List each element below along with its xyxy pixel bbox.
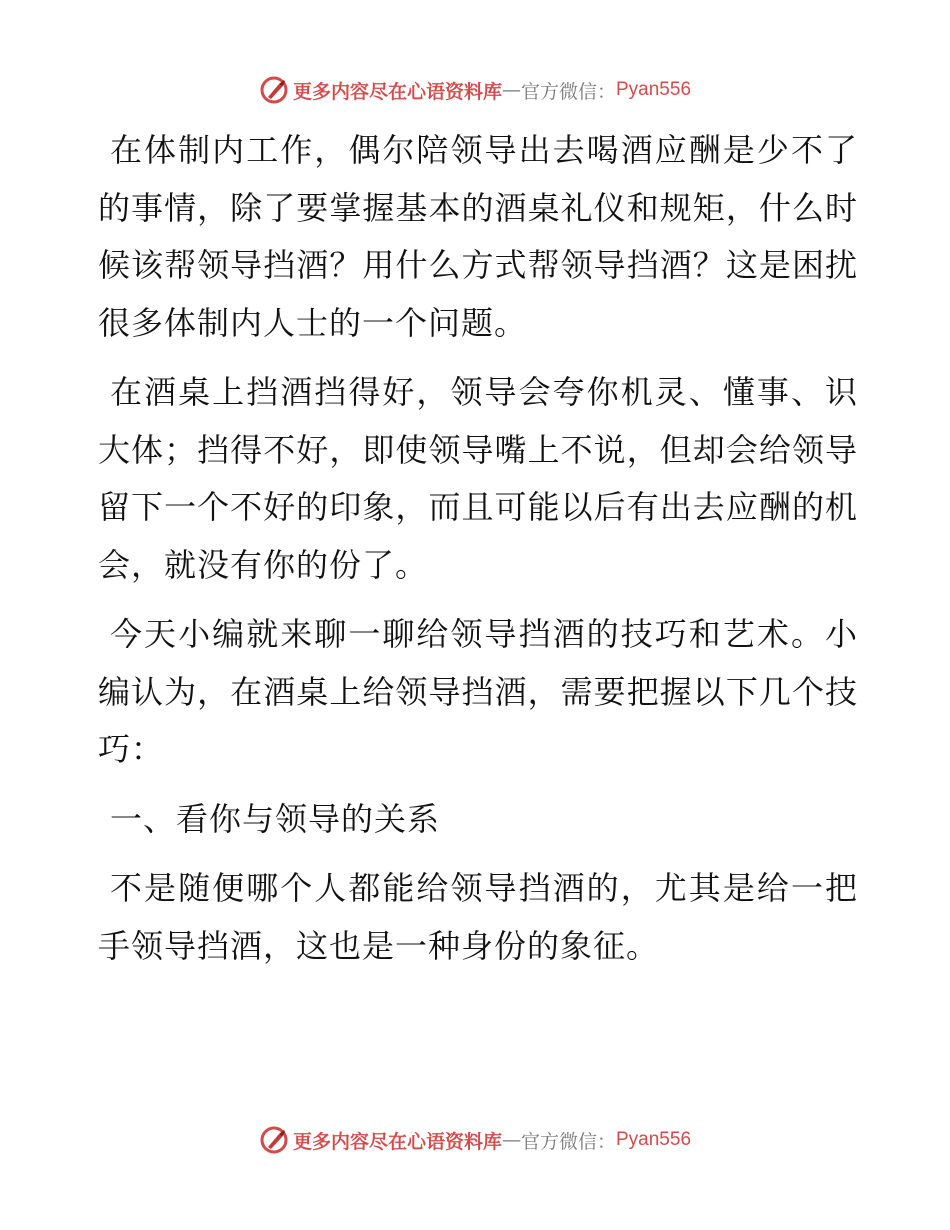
- paragraph-topic: 今天小编就来聊一聊给领导挡酒的技巧和艺术。小编认为，在酒桌上给领导挡酒，需要把握以下几个技巧：: [98, 615, 858, 768]
- section-heading: 一、看你与领导的关系: [110, 799, 441, 838]
- banner-brand-text: 更多内容尽在心语资料库: [292, 1130, 502, 1153]
- banner-wechat-label: 官方微信：: [520, 80, 616, 103]
- banner-separator: —: [501, 79, 521, 101]
- paragraph-section-one: 不是随便哪个人都能给领导挡酒的，尤其是给一把手领导挡酒，这也是一种身份的象征。: [98, 869, 858, 965]
- banner-wechat-id: Pyan556: [616, 1129, 692, 1150]
- header-banner: [0, 70, 950, 110]
- banner-brand-text: 更多内容尽在心语资料库: [292, 80, 502, 103]
- pen-logo-icon: [259, 75, 289, 105]
- paragraph-importance: 在酒桌上挡酒挡得好，领导会夸你机灵、懂事、识大体；挡得不好，即使领导嘴上不说，但却会给领导留下一个不好的印象，而且可能以后有出去应酬的机会，就没有你的份了。: [98, 373, 858, 584]
- footer-banner: [0, 1120, 950, 1160]
- pen-logo-icon: [259, 1125, 289, 1155]
- banner-wechat-label: 官方微信：: [520, 1130, 616, 1153]
- banner-wechat-id: Pyan556: [616, 79, 692, 100]
- article-body: [98, 122, 858, 987]
- paragraph-intro: 在体制内工作，偶尔陪领导出去喝酒应酬是少不了的事情，除了要掌握基本的酒桌礼仪和规矩，什么时候该帮领导挡酒？用什么方式帮领导挡酒？这是困扰很多体制内人士的一个问题。: [98, 131, 858, 342]
- banner-separator: —: [501, 1129, 521, 1151]
